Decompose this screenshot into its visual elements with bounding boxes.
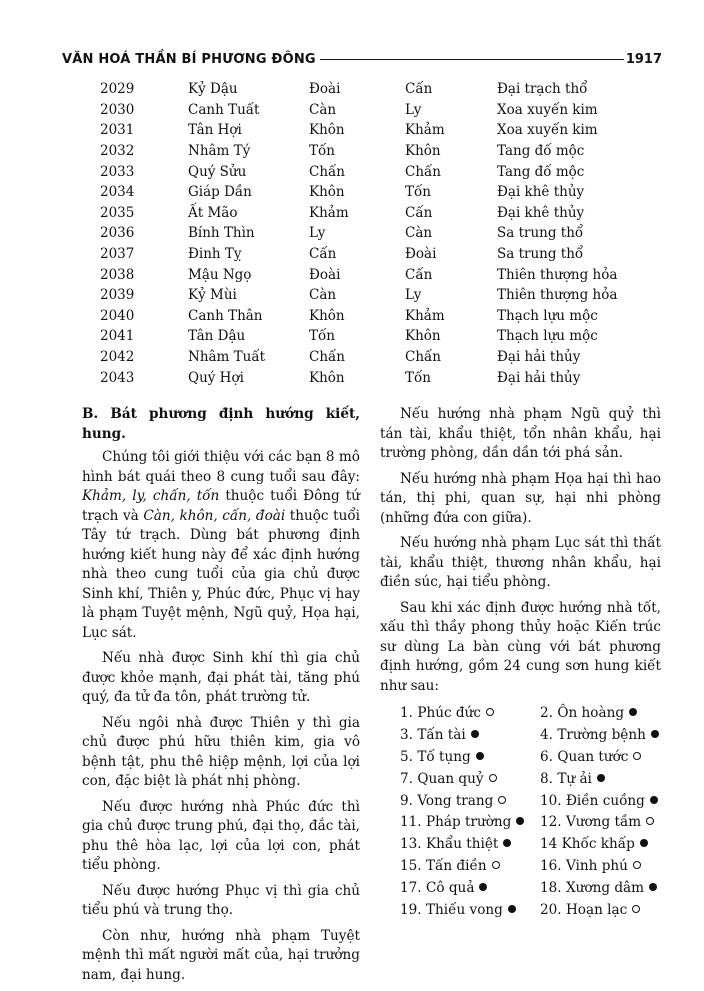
sector-name: Cô quả xyxy=(425,880,475,897)
sector-name: Vong trang xyxy=(417,792,494,809)
sector-name: Pháp trường xyxy=(425,814,512,831)
sector-item xyxy=(400,726,540,746)
year-row xyxy=(100,161,647,182)
male-cung-cell: Chấn xyxy=(309,163,345,180)
male-cung-cell: Khôn xyxy=(309,122,345,139)
can-chi-cell: Tân Dậu xyxy=(188,328,246,345)
year-table xyxy=(100,79,647,388)
sector-name: Thiếu vong xyxy=(425,902,503,919)
male-cung-cell: Khôn xyxy=(309,369,345,386)
hollow-circle-icon xyxy=(489,774,497,782)
sector-name: Tấn tài xyxy=(417,726,466,743)
year-cell: 2033 xyxy=(100,163,135,180)
sector-name: Vương tầm xyxy=(565,814,642,831)
hollow-circle-icon xyxy=(492,861,500,869)
can-chi-cell: Nhâm Tý xyxy=(188,143,251,160)
sector-name: Tấn điền xyxy=(425,858,487,875)
year-row xyxy=(100,264,647,285)
sector-number: 6. xyxy=(540,748,553,765)
sector-item xyxy=(540,813,661,833)
female-cung-cell: Khôn xyxy=(405,328,441,345)
can-chi-cell: Bính Thìn xyxy=(188,225,255,242)
hollow-circle-icon xyxy=(646,817,654,825)
menh-cell: Thạch lựu mộc xyxy=(497,328,598,345)
sector-name: Khốc khấp xyxy=(561,836,635,853)
hollow-circle-icon xyxy=(498,796,506,804)
menh-cell: Đại khê thủy xyxy=(497,184,585,201)
sector-item xyxy=(540,901,661,921)
year-cell: 2031 xyxy=(100,122,135,139)
can-chi-cell: Ất Mão xyxy=(188,204,238,221)
sector-number: 12. xyxy=(540,814,562,831)
hollow-circle-icon xyxy=(632,905,640,913)
sector-number: 7. xyxy=(400,770,413,787)
menh-cell: Tang đố mộc xyxy=(497,163,585,180)
can-chi-cell: Kỷ Mùi xyxy=(188,287,237,304)
header-rule xyxy=(320,59,624,60)
year-cell: 2030 xyxy=(100,101,135,118)
year-cell: 2038 xyxy=(100,266,135,283)
sector-item xyxy=(540,792,661,812)
sector-name: Trường bệnh xyxy=(557,726,646,743)
year-cell: 2040 xyxy=(100,307,135,324)
sector-name: Tự ải xyxy=(557,770,592,787)
sector-name: Ôn hoàng xyxy=(557,705,625,721)
sector-item xyxy=(540,879,661,899)
sector-number: 9. xyxy=(400,792,413,809)
sector-item xyxy=(400,792,540,812)
male-cung-cell: Đoài xyxy=(309,266,341,283)
sector-name: Phúc đức xyxy=(417,705,481,721)
menh-cell: Đại hải thủy xyxy=(497,369,581,386)
sector-number: 1. xyxy=(400,705,413,721)
paragraph-phuc-vi: Nếu được hướng Phục vị thì gia chủ tiểu phú và trung thọ. xyxy=(82,882,360,918)
can-chi-cell: Quý Hợi xyxy=(188,369,244,386)
sector-item xyxy=(400,748,540,768)
left-column xyxy=(82,405,360,991)
can-chi-cell: Giáp Dần xyxy=(188,184,252,201)
male-cung-cell: Khôn xyxy=(309,307,345,324)
menh-cell: Đại trạch thổ xyxy=(497,81,588,98)
year-row xyxy=(100,285,647,306)
female-cung-cell: Khảm xyxy=(405,122,445,139)
year-cell: 2037 xyxy=(100,246,135,263)
sector-number: 4. xyxy=(540,726,553,743)
sector-item xyxy=(540,857,661,877)
filled-circle-icon xyxy=(651,730,659,738)
sector-number: 5. xyxy=(400,748,413,765)
year-row xyxy=(100,79,647,100)
sector-item xyxy=(540,770,661,790)
year-row xyxy=(100,203,647,224)
year-row xyxy=(100,141,647,162)
paragraph-phuc-duc: Nếu được hướng nhà Phúc đức thì gia chủ được trung phú, đại thọ, đắc tài, phu thê hòa lạc, lợi của lợi con, phát tiểu phòng. xyxy=(82,798,360,873)
filled-circle-icon xyxy=(516,817,524,825)
sector-name: Hoạn lạc xyxy=(565,902,628,919)
sector-item xyxy=(400,857,540,877)
hollow-circle-icon xyxy=(486,708,494,716)
can-chi-cell: Đinh Tỵ xyxy=(188,246,242,263)
sector-item xyxy=(400,901,540,921)
can-chi-cell: Kỷ Dậu xyxy=(188,81,238,98)
right-column xyxy=(380,405,661,921)
section-heading: B. Bát phương định hướng kiết, hung. xyxy=(82,406,360,442)
male-cung-cell: Càn xyxy=(309,101,337,118)
sector-name: Quan quỷ xyxy=(417,770,484,787)
can-chi-cell: Canh Thân xyxy=(188,307,263,324)
sector-list xyxy=(380,704,661,921)
year-cell: 2032 xyxy=(100,143,135,160)
year-cell: 2043 xyxy=(100,369,135,386)
sector-number: 2. xyxy=(540,705,553,721)
year-row xyxy=(100,120,647,141)
menh-cell: Xoa xuyến kim xyxy=(497,101,598,118)
menh-cell: Thiên thượng hỏa xyxy=(497,266,618,283)
can-chi-cell: Quý Sửu xyxy=(188,163,247,180)
sector-name: Vinh phú xyxy=(565,858,628,875)
sector-number: 16. xyxy=(540,858,562,875)
paragraph-thien-y: Nếu ngôi nhà được Thiên y thì gia chủ được phú hữu thiên kim, gia vô bệnh tật, phu thê hiệp mệnh, lợi của lợi con, đặc biệt là phát nhị phòng. xyxy=(82,714,360,789)
sector-item xyxy=(400,813,540,833)
menh-cell: Sa trung thổ xyxy=(497,246,584,263)
sector-name: Xương dâm xyxy=(565,880,645,897)
filled-circle-icon xyxy=(650,796,658,804)
female-cung-cell: Cấn xyxy=(405,81,433,98)
year-row xyxy=(100,326,647,347)
menh-cell: Đại hải thủy xyxy=(497,349,581,366)
sector-number: 20. xyxy=(540,902,562,919)
sector-name: Khẩu thiệt xyxy=(425,836,499,853)
male-cung-cell: Khảm xyxy=(309,204,349,221)
can-chi-cell: Nhâm Tuất xyxy=(188,349,266,366)
hollow-circle-icon xyxy=(633,861,641,869)
year-cell: 2035 xyxy=(100,204,135,221)
year-cell: 2041 xyxy=(100,328,135,345)
sector-item xyxy=(400,835,540,855)
sector-item xyxy=(400,879,540,899)
filled-circle-icon xyxy=(649,883,657,891)
female-cung-cell: Ly xyxy=(405,287,422,304)
filled-circle-icon xyxy=(629,708,637,716)
female-cung-cell: Tốn xyxy=(405,369,431,386)
paragraph-la-ban: Sau khi xác định được hướng nhà tốt, xấu thì thầy phong thủy hoặc Kiến trúc sư dùng La bàn cùng với bát phương định hướng, gồm 24 cung sơn hung kiết như sau: xyxy=(380,599,661,694)
menh-cell: Tang đố mộc xyxy=(497,143,585,160)
sector-number: 19. xyxy=(400,902,422,919)
intro-paragraph: Chúng tôi giới thiệu với các bạn 8 mô hình bát quái theo 8 cung tuổi sau đây: Khảm, ly, chấn, tốn thuộc tuổi Đông tứ trạch và Càn, khôn, cấn, đoài thuộc tuổi Tây tứ trạch. Dùng bát phương định hướng kiết hung này để xác định hướng nhà theo cung tuổi của gia chủ được Sinh khí, Thiên y, Phúc đức, Phục vị hay là phạm Tuyệt mệnh, Ngũ quỷ, Họa hại, Lục sát. xyxy=(82,449,360,641)
year-row xyxy=(100,306,647,327)
female-cung-cell: Khôn xyxy=(405,143,441,160)
sector-name: Quan tước xyxy=(557,748,629,765)
filled-circle-icon xyxy=(503,839,511,847)
running-header xyxy=(62,48,662,70)
can-chi-cell: Tân Hợi xyxy=(188,122,242,139)
sector-number: 14 xyxy=(540,836,558,853)
year-row xyxy=(100,347,647,368)
year-cell: 2042 xyxy=(100,349,135,366)
paragraph-ngu-quy: Nếu hướng nhà phạm Ngũ quỷ thì tán tài, khẩu thiệt, tổn nhân khẩu, hại trường phòng, dần dần tới phá sản. xyxy=(380,406,661,461)
female-cung-cell: Chấn xyxy=(405,163,441,180)
year-row xyxy=(100,223,647,244)
female-cung-cell: Cấn xyxy=(405,204,433,221)
sector-item xyxy=(400,704,540,724)
year-cell: 2034 xyxy=(100,184,135,201)
menh-cell: Thiên thượng hỏa xyxy=(497,287,618,304)
sector-number: 13. xyxy=(400,836,422,853)
male-cung-cell: Tốn xyxy=(309,143,335,160)
book-title: VĂN HOÁ THẦN BÍ PHƯƠNG ĐÔNG xyxy=(62,51,316,67)
sector-number: 11. xyxy=(400,814,422,831)
female-cung-cell: Đoài xyxy=(405,246,437,263)
sector-item xyxy=(400,770,540,790)
menh-cell: Sa trung thổ xyxy=(497,225,584,242)
sector-item xyxy=(540,835,661,855)
sector-name: Tố tụng xyxy=(417,748,471,765)
year-cell: 2036 xyxy=(100,225,135,242)
male-cung-cell: Càn xyxy=(309,287,337,304)
menh-cell: Đại khê thủy xyxy=(497,204,585,221)
filled-circle-icon xyxy=(640,839,648,847)
female-cung-cell: Càn xyxy=(405,225,433,242)
female-cung-cell: Chấn xyxy=(405,349,441,366)
sector-number: 10. xyxy=(540,792,562,809)
paragraph-sinh-khi: Nếu nhà được Sinh khí thì gia chủ được khỏe mạnh, đại phát tài, tăng phú quý, đa tử đa tôn, phát trường tử. xyxy=(82,650,360,705)
sector-number: 3. xyxy=(400,726,413,743)
year-row xyxy=(100,182,647,203)
can-chi-cell: Mậu Ngọ xyxy=(188,266,252,283)
sector-number: 15. xyxy=(400,858,422,875)
sector-name: Điền cuồng xyxy=(565,792,645,809)
female-cung-cell: Khảm xyxy=(405,307,445,324)
filled-circle-icon xyxy=(479,883,487,891)
female-cung-cell: Tốn xyxy=(405,184,431,201)
year-cell: 2039 xyxy=(100,287,135,304)
paragraph-hoa-hai: Nếu hướng nhà phạm Họa hại thì hao tán, thị phi, quan sự, hại nhi phòng (những đứa con giữa). xyxy=(380,470,661,526)
paragraph-luc-sat: Nếu hướng nhà phạm Lục sát thì thất tài, khẩu thiệt, thương nhân khẩu, hại điền súc, hại tiểu phòng. xyxy=(380,535,661,590)
year-row xyxy=(100,100,647,121)
sector-item xyxy=(540,704,661,724)
page-number: 1917 xyxy=(625,51,662,67)
female-cung-cell: Ly xyxy=(405,101,422,118)
filled-circle-icon xyxy=(476,752,484,760)
sector-number: 8. xyxy=(540,770,553,787)
can-chi-cell: Canh Tuất xyxy=(188,101,260,118)
filled-circle-icon xyxy=(597,774,605,782)
year-cell: 2029 xyxy=(100,81,135,98)
sector-item xyxy=(540,726,661,746)
male-cung-cell: Tốn xyxy=(309,328,335,345)
year-row xyxy=(100,244,647,265)
female-cung-cell: Cấn xyxy=(405,266,433,283)
sector-number: 17. xyxy=(400,880,422,897)
male-cung-cell: Ly xyxy=(309,225,326,242)
male-cung-cell: Đoài xyxy=(309,81,341,98)
filled-circle-icon xyxy=(471,730,479,738)
year-row xyxy=(100,367,647,388)
male-cung-cell: Khôn xyxy=(309,184,345,201)
sector-item xyxy=(540,748,661,768)
male-cung-cell: Chấn xyxy=(309,349,345,366)
sector-number: 18. xyxy=(540,880,562,897)
hollow-circle-icon xyxy=(633,752,641,760)
filled-circle-icon xyxy=(508,905,516,913)
paragraph-tuyet-menh: Còn như, hướng nhà phạm Tuyệt mệnh thì mất người mất của, hại trưởng nam, đại hung. xyxy=(82,927,360,983)
menh-cell: Thạch lựu mộc xyxy=(497,307,598,324)
menh-cell: Xoa xuyến kim xyxy=(497,122,598,139)
male-cung-cell: Cấn xyxy=(309,246,337,263)
